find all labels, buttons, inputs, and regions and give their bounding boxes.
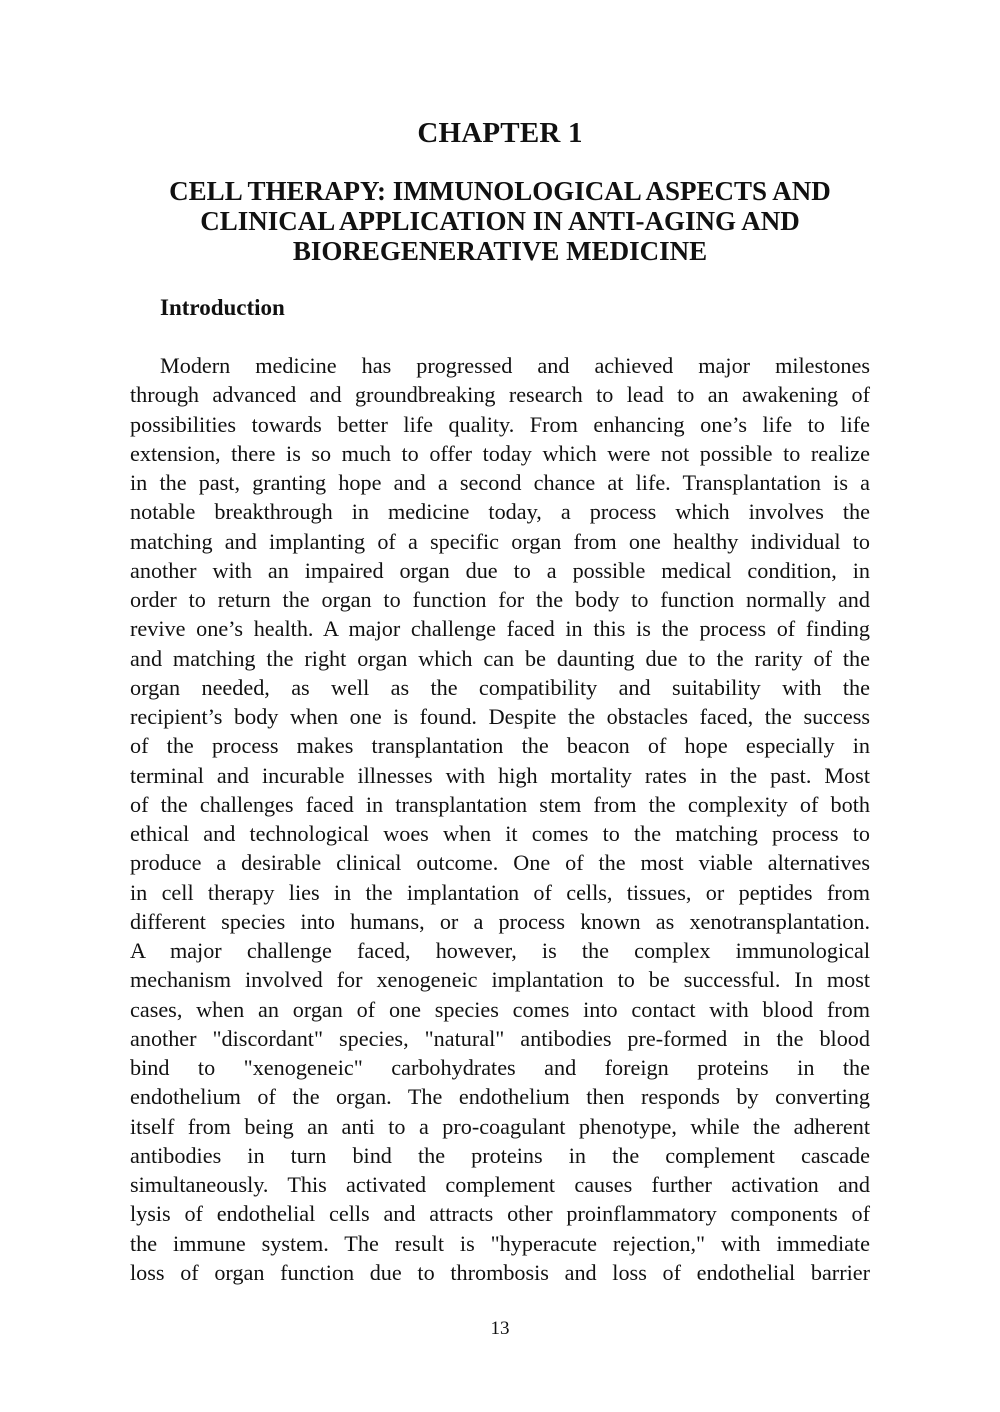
body-line: possibilities towards better life quality. From enhancing one’s life to life	[130, 411, 870, 437]
body-line: mechanism involved for xenogeneic implantation to be successful. In most	[130, 967, 870, 993]
body-line: in cell therapy lies in the implantation of cells, tissues, or peptides from	[130, 879, 870, 905]
body-line: terminal and incurable illnesses with high mortality rates in the past. Most	[130, 762, 870, 788]
chapter-title-line: CLINICAL APPLICATION IN ANTI-AGING AND	[200, 206, 800, 236]
body-line: cases, when an organ of one species comes into contact with blood from	[130, 996, 870, 1022]
body-line: matching and implanting of a specific organ from one healthy individual to	[130, 528, 870, 554]
body-line: organ needed, as well as the compatibility and suitability with the	[130, 674, 870, 700]
body-line: ethical and technological woes when it comes to the matching process to	[130, 821, 870, 846]
body-line: loss of organ function due to thrombosis and loss of endothelial barrier	[130, 1259, 870, 1285]
body-paragraph	[130, 351, 870, 1287]
body-line: notable breakthrough in medicine today, a process which involves the	[130, 499, 870, 525]
body-line: another "discordant" species, "natural" antibodies pre-formed in the blood	[130, 1025, 870, 1051]
body-line: produce a desirable clinical outcome. One of the most viable alternatives	[130, 850, 870, 876]
body-line: another with an impaired organ due to a possible medical condition, in	[130, 557, 870, 583]
body-line: endothelium of the organ. The endothelium then responds by converting	[130, 1084, 870, 1110]
body-line: of the process makes transplantation the beacon of hope especially in	[130, 733, 870, 759]
section-heading: Introduction	[160, 295, 285, 320]
body-line: extension, there is so much to offer today which were not possible to realize	[130, 440, 870, 466]
body-line: itself from being an anti to a pro-coagulant phenotype, while the adherent	[130, 1113, 870, 1139]
chapter-title	[130, 176, 870, 266]
body-line: in the past, granting hope and a second chance at life. Transplantation is a	[130, 470, 870, 495]
body-line: antibodies in turn bind the proteins in the complement cascade	[130, 1142, 870, 1168]
body-line: recipient’s body when one is found. Despite the obstacles faced, the success	[130, 704, 870, 729]
page-number: 13	[490, 1318, 510, 1339]
body-line: order to return the organ to function for the body to function normally and	[130, 587, 870, 612]
body-line: the immune system. The result is "hyperacute rejection," with immediate	[130, 1230, 870, 1256]
chapter-title-line: CELL THERAPY: IMMUNOLOGICAL ASPECTS AND	[169, 176, 831, 206]
chapter-label: CHAPTER 1	[417, 117, 583, 149]
chapter-title-line: BIOREGENERATIVE MEDICINE	[292, 236, 708, 266]
document-page	[130, 0, 870, 1412]
body-line: bind to "xenogeneic" carbohydrates and foreign proteins in the	[130, 1055, 870, 1080]
body-line: and matching the right organ which can be daunting due to the rarity of the	[130, 645, 870, 671]
body-line: lysis of endothelial cells and attracts other proinflammatory components of	[130, 1201, 870, 1227]
body-line: A major challenge faced, however, is the complex immunological	[130, 938, 870, 963]
body-line: simultaneously. This activated complement causes further activation and	[130, 1172, 870, 1197]
body-line: through advanced and groundbreaking research to lead to an awakening of	[130, 382, 870, 408]
body-line: Modern medicine has progressed and achieved major milestones	[160, 353, 870, 378]
body-line: of the challenges faced in transplantation stem from the complexity of both	[130, 791, 870, 817]
body-line: revive one’s health. A major challenge faced in this is the process of finding	[130, 616, 870, 642]
body-line: different species into humans, or a process known as xenotransplantation.	[130, 908, 870, 934]
